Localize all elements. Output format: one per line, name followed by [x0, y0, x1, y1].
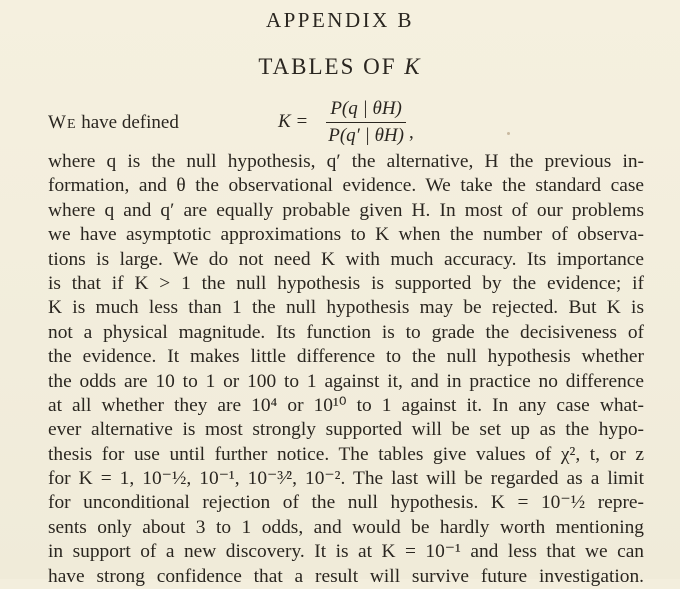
formula-lhs: K = — [278, 111, 309, 132]
intro-rest: have defined — [76, 112, 179, 133]
text-line: where q is the null hypothesis, q′ the alternative, H the previous in- — [48, 151, 644, 172]
text-line: sents only about 3 to 1 odds, and would be hardly worth mentioning — [48, 516, 644, 538]
text-line: where q and q′ are equally probable given H. In most of our problems — [48, 199, 644, 221]
appendix-heading: APPENDIX B — [265, 8, 415, 32]
title-variable: K — [404, 54, 422, 79]
text-line: formation, and θ the observational evidence. We take the standard case — [48, 175, 644, 197]
text-line: for unconditional rejection of the null hypothesis. K = 10⁻½ repre- — [48, 492, 644, 514]
text-line: thesis for use until further notice. The tables give values of χ², t, or z — [48, 443, 644, 465]
text-line: the evidence. It makes little difference to the null hypothesis whether — [48, 346, 644, 368]
text-line: is that if K > 1 the null hypothesis is supported by the evidence; if — [48, 272, 644, 294]
text-line: have strong confidence that a result will survive future investigation. — [48, 565, 644, 587]
section-title — [0, 54, 680, 80]
formula-comma: , — [408, 122, 414, 143]
text-line: tions is large. We do not need K with much accuracy. Its importance — [48, 248, 644, 270]
title-prefix: TABLES OF — [258, 54, 405, 79]
formula-fraction — [324, 98, 408, 147]
intro-lead-small: E — [66, 117, 77, 132]
text-line: ever alternative is most strongly supported will be set up as the hypo- — [48, 419, 644, 441]
intro-text — [48, 112, 179, 134]
k-definition-formula — [278, 94, 414, 150]
text-line: at all whether they are 10⁴ or 10¹⁰ to 1 against it. In any case what- — [48, 394, 644, 416]
formula-numerator: P(q | θH) — [326, 98, 406, 123]
intro-lead-cap: W — [48, 112, 67, 133]
text-line: the odds are 10 to 1 or 100 to 1 against it, and in practice no difference — [48, 370, 644, 392]
text-line: K is much less than 1 the null hypothesis may be rejected. But K is — [48, 297, 644, 319]
text-line: for K = 1, 10⁻½, 10⁻¹, 10⁻³⁄², 10⁻². The last will be regarded as a limit — [48, 468, 644, 490]
paper-speck — [507, 132, 510, 135]
definition-row — [48, 94, 648, 154]
body-paragraph — [48, 150, 644, 589]
formula-denominator: P(q′ | θH) — [328, 124, 404, 146]
text-line: we have asymptotic approximations to K when the number of observa- — [48, 224, 644, 246]
text-line: not a physical magnitude. Its function is to grade the decisiveness of — [48, 321, 644, 343]
text-line: in support of a new discovery. It is at K = 10⁻¹ and less that we can — [48, 541, 644, 563]
